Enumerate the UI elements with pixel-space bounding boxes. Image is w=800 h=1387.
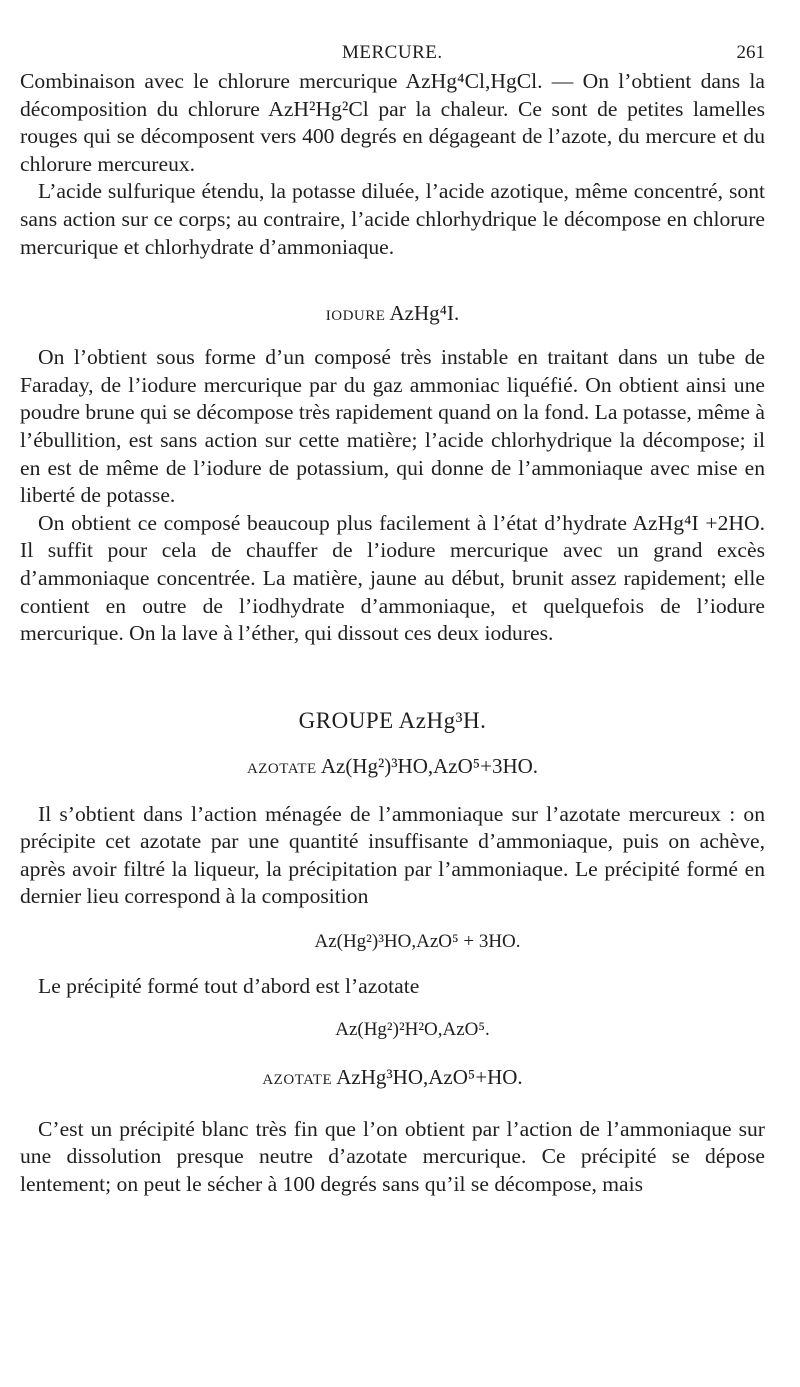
heading-formula: AzHg³HO,AzO⁵+HO.	[336, 1064, 523, 1089]
section-heading-groupe: GROUPE AzHg³H.	[298, 707, 487, 733]
formula-azotate: Az(Hg²)²H²O,AzO⁵.	[335, 1018, 490, 1040]
section-heading-iodure	[20, 301, 765, 326]
paragraph-chlorure-combination: Combinaison avec le chlorure mercurique AzHg⁴Cl,HgCl. — On l’obtient dans la décomposition du chlorure AzH²Hg²Cl par la chaleur. Ce sont de petites lamelles rouges qui se décomposent vers 400 degrés en dégageant de l’azote, du mercure et du chlorure mercureux.	[20, 69, 765, 176]
section-heading-azotate-1	[20, 754, 765, 779]
paragraph-iodure-hydrate: On obtient ce composé beaucoup plus facilement à l’état d’hydrate AzHg⁴I +2HO. Il suffit pour cela de chauffer de l’iodure mercurique avec un grand excès d’ammoniaque concentrée. La matière, jaune au début, brunit assez rapidement; elle contient en outre de l’iodhydrate d’ammoniaque, et quelquefois de l’iodure mercurique. On la lave à l’éther, qui dissout ces deux iodures.	[20, 510, 765, 646]
paragraph-iodure-preparation: On l’obtient sous forme d’un composé très instable en traitant dans un tube de Faraday, de l’iodure mercurique par du gaz ammoniac liquéfié. On obtient ainsi une poudre brune qui se décompose très rapidement quand on la fond. La potasse, même à l’ébullition, est sans action sur cette matière; l’acide chlorhydrique la décompose; il en est de même de l’iodure de potassium, qui donne de l’ammoniaque avec mise en liberté de potasse.	[20, 345, 765, 508]
paragraph-azotate-preparation: Il s’obtient dans l’action ménagée de l’ammoniaque sur l’azotate mercureux : on précipite cet azotate par une quantité insuffisante d’ammoniaque, puis on achève, après avoir filtré la liqueur, la précipitation par l’ammoniaque. Le précipité formé en dernier lieu correspond à la composition	[20, 801, 765, 909]
formula-composition: Az(Hg²)³HO,AzO⁵ + 3HO.	[314, 931, 521, 953]
paragraph-white-precipitate: C’est un précipité blanc très fin que l’on obtient par l’action de l’ammoniaque sur une dissolution presque neutre d’azotate mercurique. Ce précipité se dépose lentement; on peut le sécher à 100 degrés sans qu’il se décompose, mais	[20, 1116, 765, 1196]
running-header	[20, 38, 765, 68]
heading-formula: Az(Hg²)³HO,AzO⁵+3HO.	[320, 753, 539, 778]
heading-label: AZOTATE	[246, 760, 317, 777]
paragraph-acid-action: L’acide sulfurique étendu, la potasse diluée, l’acide azotique, même concentré, sont sans action sur ce corps; au contraire, l’acide chlorhydrique le décompose en chlorure mercurique et chlorhydrate d’ammoniaque.	[20, 179, 765, 259]
page	[20, 38, 765, 1198]
heading-label: AZOTATE	[262, 1071, 333, 1088]
paragraph-first-precipitate: Le précipité formé tout d’abord est l’azotate	[38, 974, 420, 999]
heading-formula: AzHg⁴I.	[389, 301, 460, 326]
running-title: MERCURE.	[342, 42, 443, 63]
heading-label: IODURE	[325, 308, 386, 325]
page-number: 261	[736, 42, 765, 63]
section-heading-azotate-2	[20, 1065, 765, 1090]
